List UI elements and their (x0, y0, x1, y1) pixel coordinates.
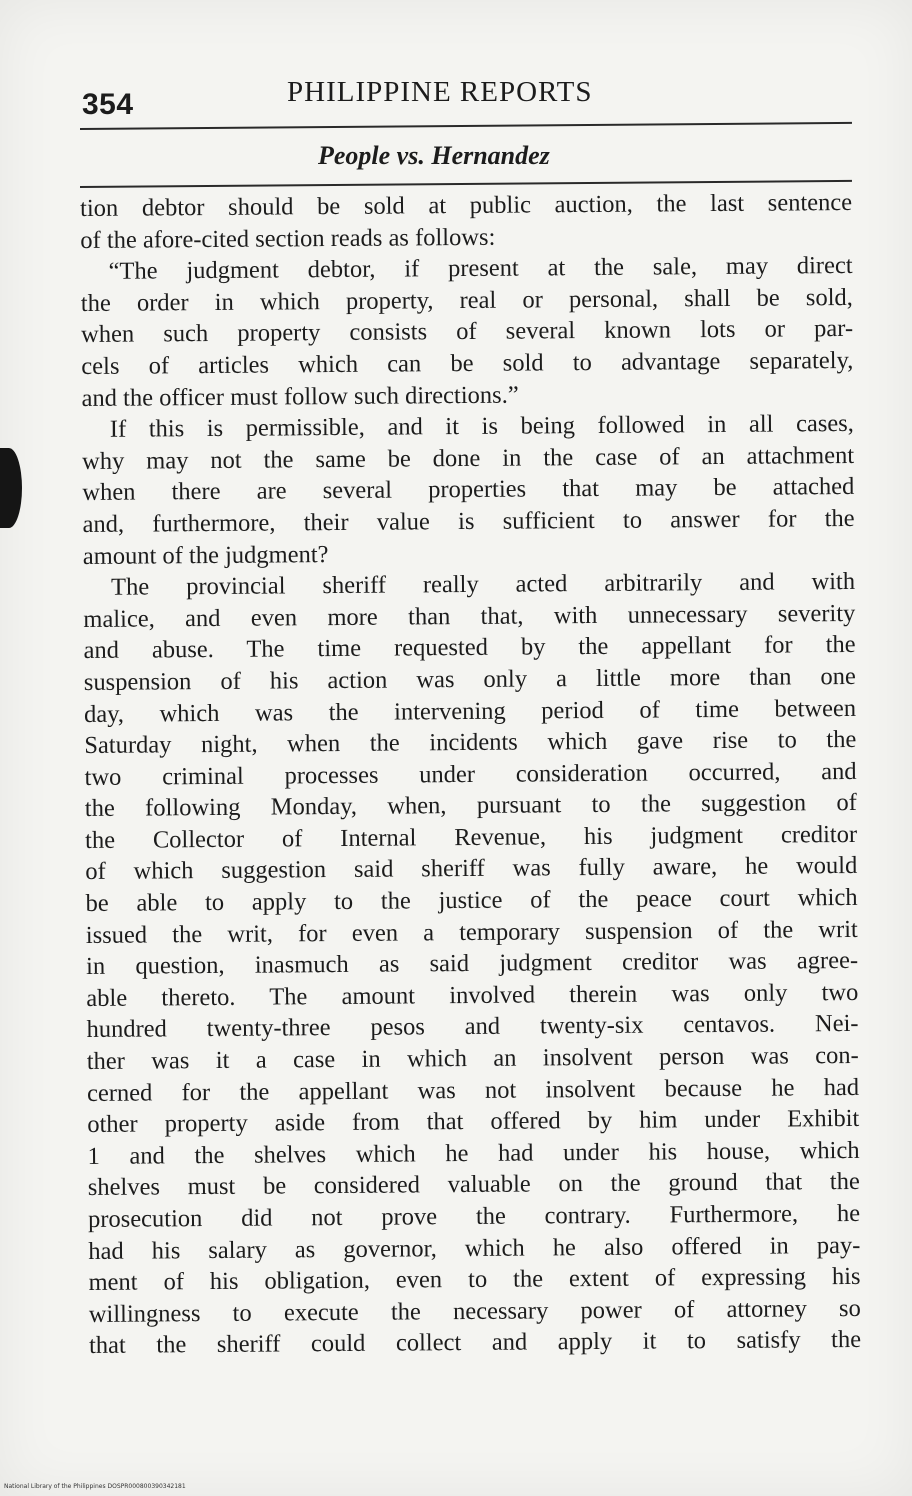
text-line: ther was it a case in which an insolvent person was con- (86, 1041, 859, 1076)
text-line: had his salary as governor, which he also offered in pay- (88, 1231, 861, 1265)
page-number: 354 (82, 88, 134, 121)
text-line: If this is permissible, and it is being followed in all cases, (109, 410, 854, 443)
text-line: the Collector of Internal Revenue, his judgment creditor (84, 820, 858, 854)
text-line: “The judgment debtor, if present at the sale, may direct (108, 252, 853, 285)
text-line: cels of articles which can be sold to advantage separately, (81, 346, 854, 380)
text-line: the following Monday, when, pursuant to the suggestion of (84, 789, 857, 823)
text-line: suspension of his action was only a little more than one (83, 662, 856, 696)
text-line: 1 and the shelves which he had under his house, which (87, 1136, 860, 1170)
text-line: Saturday night, when the incidents which gave rise to the (84, 726, 857, 760)
text-line: and, furthermore, their value is sufficient to answer for the (82, 504, 855, 538)
text-line: issued the writ, for even a temporary suspension of the writ (85, 915, 858, 949)
text-line: tion debtor should be sold at public auction, the last sentence (80, 188, 853, 222)
header-rule-bottom (80, 180, 852, 188)
body-text (80, 187, 861, 1362)
text-line: The provincial sheriff really acted arbitrarily and with (110, 568, 856, 601)
text-line: malice, and even more than that, with unnecessary severity (83, 599, 856, 633)
text-line: amount of the judgment? (82, 540, 329, 570)
text-line: hundred twenty-three pesos and twenty-six centavos. Nei- (86, 1010, 859, 1044)
text-line: of the afore-cited section reads as follows: (80, 223, 496, 254)
text-line: cerned for the appellant was not insolvent because he had (86, 1073, 860, 1107)
text-line: ment of his obligation, even to the extent of expressing his (88, 1263, 861, 1297)
text-line: in question, inasmuch as said judgment creditor was agree- (85, 947, 859, 981)
header-rule-top (80, 122, 852, 130)
text-line: other property aside from that offered by him under Exhibit (87, 1105, 860, 1139)
text-line: that the sheriff could collect and apply it to satisfy the (88, 1326, 862, 1360)
text-line: able thereto. The amount involved therein was only two (86, 978, 859, 1012)
text-line: when there are several properties that may be attached (82, 473, 855, 507)
running-head: PHILIPPINE REPORTS (287, 76, 593, 108)
text-line: prosecution did not prove the contrary. Furthermore, he (87, 1199, 861, 1233)
text-line: the order in which property, real or personal, shall be sold, (80, 283, 853, 317)
text-line: be able to apply to the justice of the peace court which (85, 883, 858, 918)
text-line: of which suggestion said sheriff was fully aware, he would (85, 852, 858, 886)
text-line: two criminal processes under consideration occurred, and (84, 757, 857, 791)
binding-shadow (0, 448, 22, 528)
text-line: shelves must be considered valuable on the ground that the (87, 1168, 860, 1202)
text-line: when such property consists of several known lots or par- (81, 315, 854, 349)
text-line: and abuse. The time requested by the appellant for the (83, 631, 856, 665)
text-line: willingness to execute the necessary power of attorney so (88, 1294, 861, 1328)
text-line: and the officer must follow such directions.” (81, 381, 519, 412)
text-line: day, which was the intervening period of time between (83, 694, 857, 728)
case-title: People vs. Hernandez (318, 141, 550, 170)
text-line: why may not the same be done in the case of an attachment (82, 441, 855, 475)
scan-credit: National Library of the Philippines DOSPR000800390342181 (4, 1483, 186, 1490)
